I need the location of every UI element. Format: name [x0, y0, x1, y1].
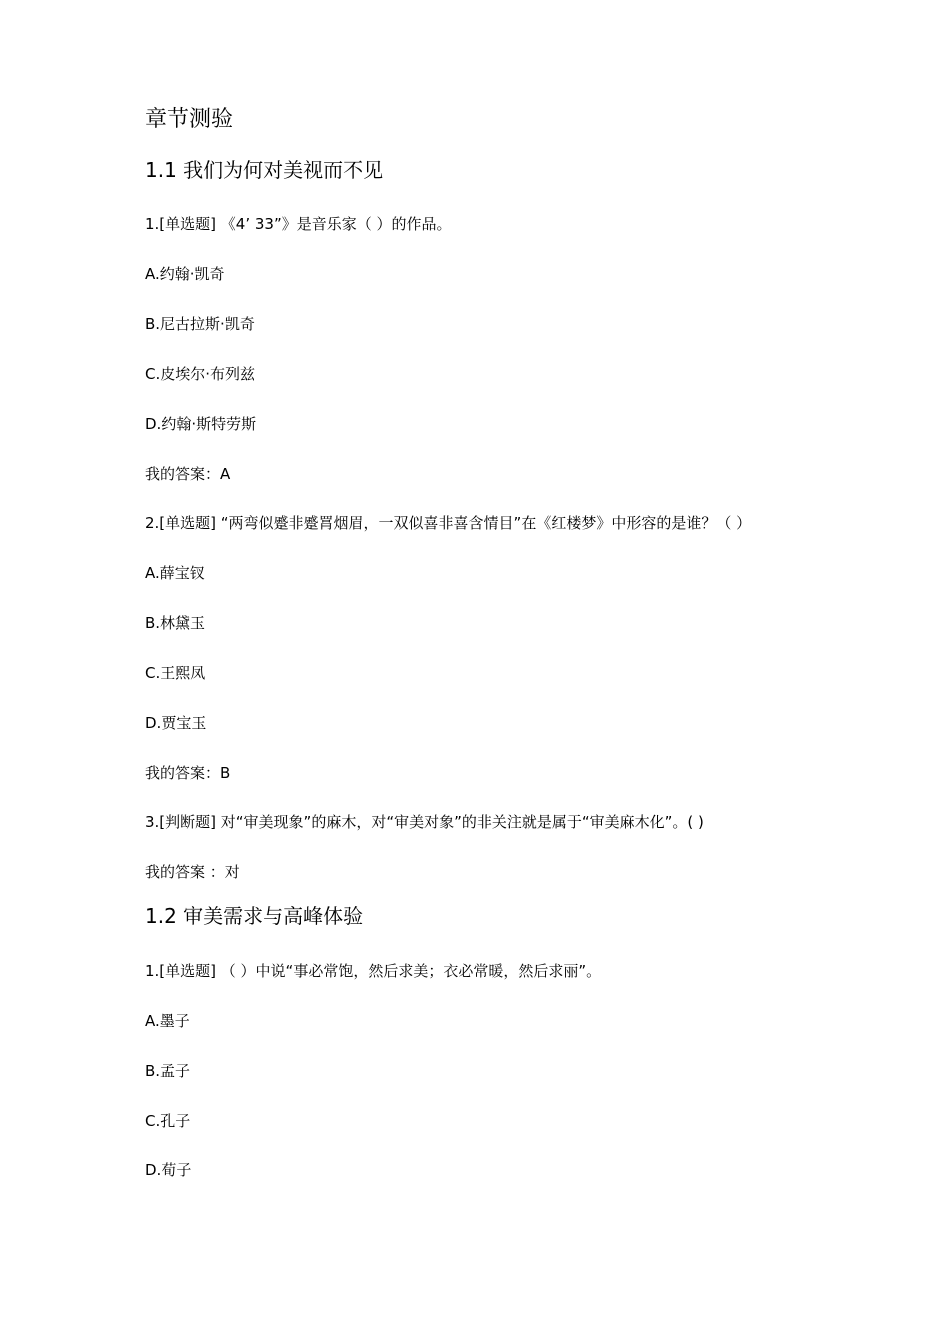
question-option: B.孟子 [145, 1062, 191, 1080]
question-stem: 1.[单选题] 《4’ 33”》是音乐家（ ）的作品。 [145, 215, 452, 233]
question-option: C.王熙凤 [145, 664, 206, 682]
question-option: D.约翰·斯特劳斯 [145, 415, 257, 433]
section-heading: 1.1 我们为何对美视而不见 [145, 158, 384, 182]
question-stem: 2.[单选题] “两弯似蹙非蹙罥烟眉，一双似喜非喜含情目”在《红楼梦》中形容的是谁？（ ） [145, 514, 752, 532]
question-option: D.荀子 [145, 1161, 192, 1179]
question-option: C.皮埃尔·布列兹 [145, 365, 256, 383]
question-stem: 3.[判断题] 对“审美现象”的麻木，对“审美对象”的非关注就是属于“审美麻木化”。( ) [145, 813, 704, 831]
question-answer: 我的答案 ：对 [145, 863, 240, 881]
question-answer: 我的答案：A [145, 465, 231, 483]
question-answer: 我的答案：B [145, 764, 231, 782]
question-option: C.孔子 [145, 1112, 191, 1130]
section-heading: 1.2 审美需求与高峰体验 [145, 904, 364, 928]
question-option: B.林黛玉 [145, 614, 206, 632]
question-option: A.约翰·凯奇 [145, 265, 225, 283]
question-option: B.尼古拉斯·凯奇 [145, 315, 255, 333]
page-title: 章节测验 [145, 107, 234, 132]
question-option: D.贾宝玉 [145, 714, 207, 732]
question-option: A.墨子 [145, 1012, 190, 1030]
question-option: A.薛宝钗 [145, 564, 205, 582]
question-stem: 1.[单选题] （ ）中说“事必常饱，然后求美；衣必常暖，然后求丽”。 [145, 962, 602, 980]
